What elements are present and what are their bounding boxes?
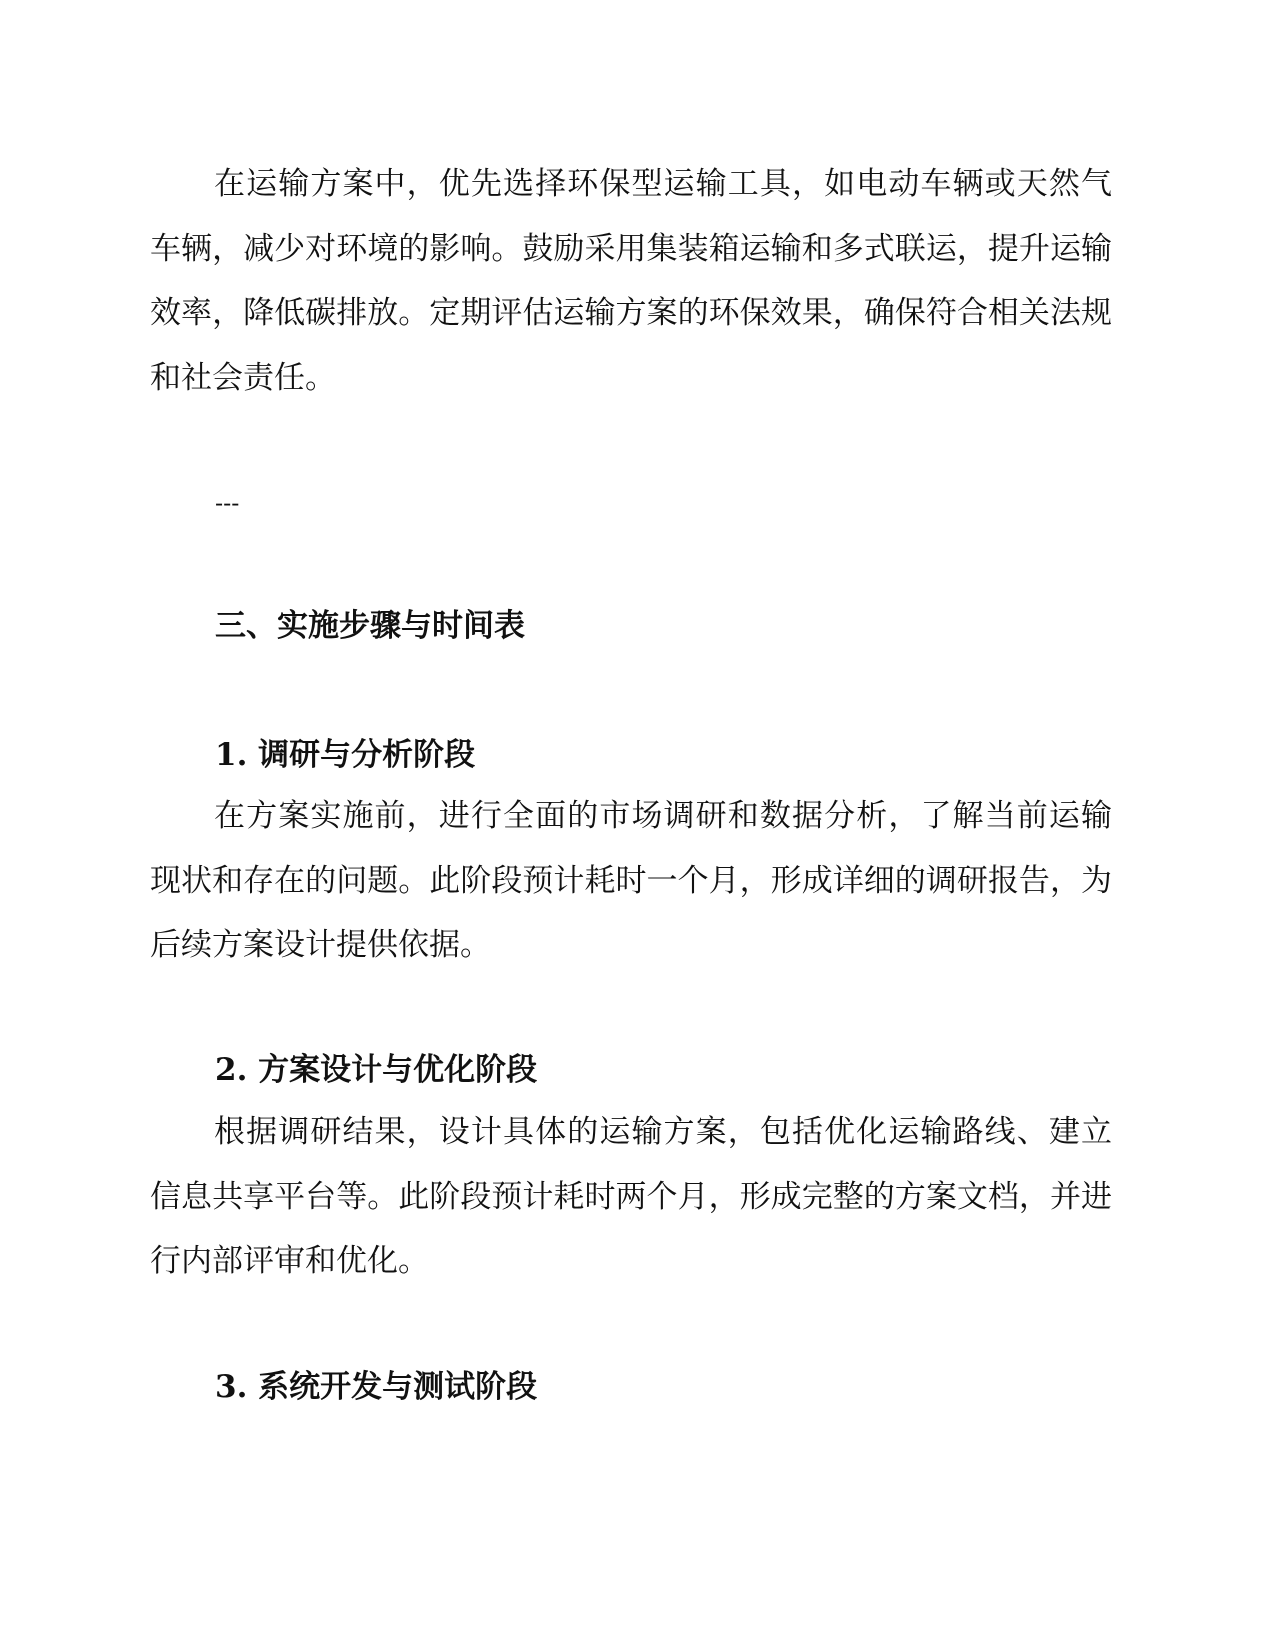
stage1-title: 1. 调研与分析阶段 bbox=[215, 737, 476, 773]
stage2-title: 2. 方案设计与优化阶段 bbox=[215, 1052, 538, 1088]
section-separator: --- bbox=[215, 489, 240, 517]
intro-paragraph: 在运输方案中，优先选择环保型运输工具，如电动车辆或天然气车辆，减少对环境的影响。鼓励采用集装箱运输和多式联运，提升运输效率，降低碳排放。定期评估运输方案的环保效果，确保符合相关法规和社会责任。 bbox=[150, 166, 1112, 396]
stage3-title: 3. 系统开发与测试阶段 bbox=[215, 1369, 538, 1405]
section-title: 三、实施步骤与时间表 bbox=[215, 608, 525, 644]
stage2-paragraph: 根据调研结果，设计具体的运输方案，包括优化运输路线、建立信息共享平台等。此阶段预计耗时两个月，形成完整的方案文档，并进行内部评审和优化。 bbox=[150, 1114, 1112, 1279]
stage1-paragraph: 在方案实施前，进行全面的市场调研和数据分析，了解当前运输现状和存在的问题。此阶段预计耗时一个月，形成详细的调研报告，为后续方案设计提供依据。 bbox=[150, 798, 1112, 963]
